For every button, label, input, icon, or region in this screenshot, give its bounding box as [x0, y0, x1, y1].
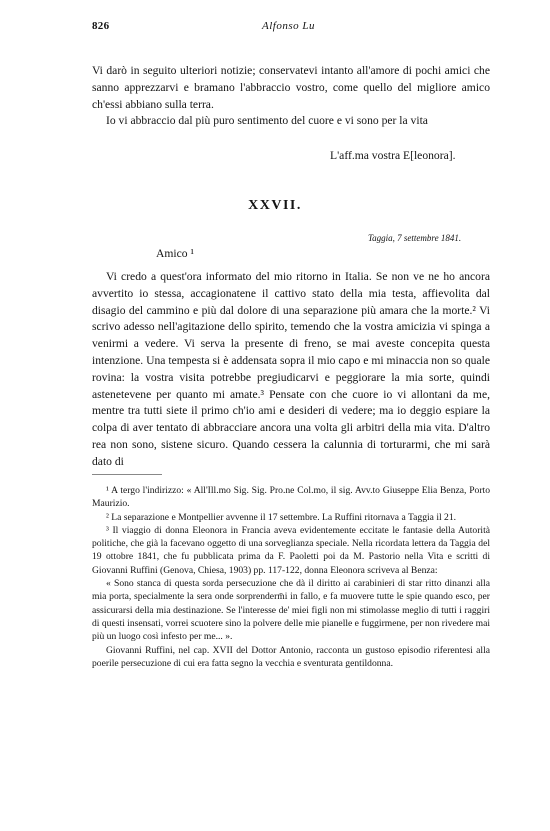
letter-body — [92, 269, 490, 471]
letter-number-heading: XXVII. — [248, 198, 302, 213]
footnotes — [92, 484, 490, 670]
closing-paragraph: Vi darò in seguito ulteriori notizie; conservatevi intanto all'amore di pochi amici che sanno apprezzarvi e bramano l'abbraccio vostro, come quello del migliore amico ch'essi abbiano sulla terra. — [92, 64, 490, 111]
letter-body-paragraph: Vi credo a quest'ora informato del mio ritorno in Italia. Se non ve ne ho ancora avvertito io stessa, accagionatene il cattivo stato della mia testa, affievolita dal disagio del cammino e più dal dolore di una separazione più amara che la morte.² Vi scrivo adesso nell'agitazione dello spirito, temendo che la vostra amicizia vi spinga a venirmi a vedere. Vi serva la presente di freno, se mai aveste concepita questa intenzione. Una tempesta si è addensata sopra il mio capo e mi minaccia non so quale rovina: la vostra visita potrebbe pregiudicarvi e peggiorare la mia sorte, quindi astenetevene per quanto mi amate.³ Pensate con che cuore io vi allontani da me, mentre tra tutti siete il primo ch'io ami e desideri di vedere; ma io deggio espiare la colpa di aver tentato di abbracciare ancora una volta gli arbitri della mia vita. D'altro rea non sono, sistene sicuro. Quando cessera la calunnia di torturarmi, che mi sarà dato di — [92, 270, 490, 468]
footnote-1: ¹ A tergo l'indirizzo: « All'Ill.mo Sig. Sig. Pro.ne Col.mo, il sig. Avv.to Giuseppe Elia Benza, Porto Maurizio. — [92, 485, 490, 510]
closing-salutation-paragraph: Io vi abbraccio dal più puro sentimento del cuore e vi sono per la vita — [106, 114, 428, 128]
page-number: 826 — [92, 20, 110, 32]
letter-dateline: Taggia, 7 settembre 1841. — [368, 233, 462, 243]
footnote-3-note: Giovanni Ruffini, nel cap. XVII del Dottor Antonio, racconta un gustoso episodio riferentesi alla poerile persecuzione di cui era fatta segno la vecchia e sventurata gentildonna. — [92, 644, 490, 669]
page-header — [92, 20, 480, 36]
footnote-2: ² La separazione e Montpellier avvenne il 17 settembre. La Ruffini ritornava a Taggia il 21. — [106, 511, 457, 523]
footnote-3: ³ Il viaggio di donna Eleonora in Francia aveva evidentemente eccitate le fantasie della Autorità politiche, che già la facevano oggetto di una sorveglianza speciale. Nella ricordata lettera da Taggia del 19 ottobre 1841, che fu pubblicata prima da F. Paoletti poi da M. Pastorio nella Vita e scritti di Giovanni Ruffini (Genova, Chiesa, 1903) pp. 117-122, donna Eleonora scriveva al Benza: — [92, 524, 490, 576]
letter-salutation: Amico ¹ — [156, 247, 194, 260]
letter-closing-text — [92, 63, 490, 130]
running-head: Alfonso Lu — [262, 20, 315, 32]
letter-signature: L'aff.ma vostra E[leonora]. — [330, 149, 456, 162]
footnote-separator — [92, 474, 162, 475]
footnote-3-quotation: « Sono stanca di questa sorda persecuzione che dà il diritto ai carabinieri di star ritto dinanzi alla mia porta, specialmente la sera onde sorprenderm̄i in fallo, e fa muovere tutte le spie quando esco, per assicurarsi della mia destinazione. Se l'interesse de' miei figli non mi stimolasse meglio di tutti i raggiri di questi insensati, vorrei scuotere sino la polvere delle mie pianelle e fuggirmene, per non rivedere mai più un luogo così infesto per me... ». — [92, 578, 491, 643]
